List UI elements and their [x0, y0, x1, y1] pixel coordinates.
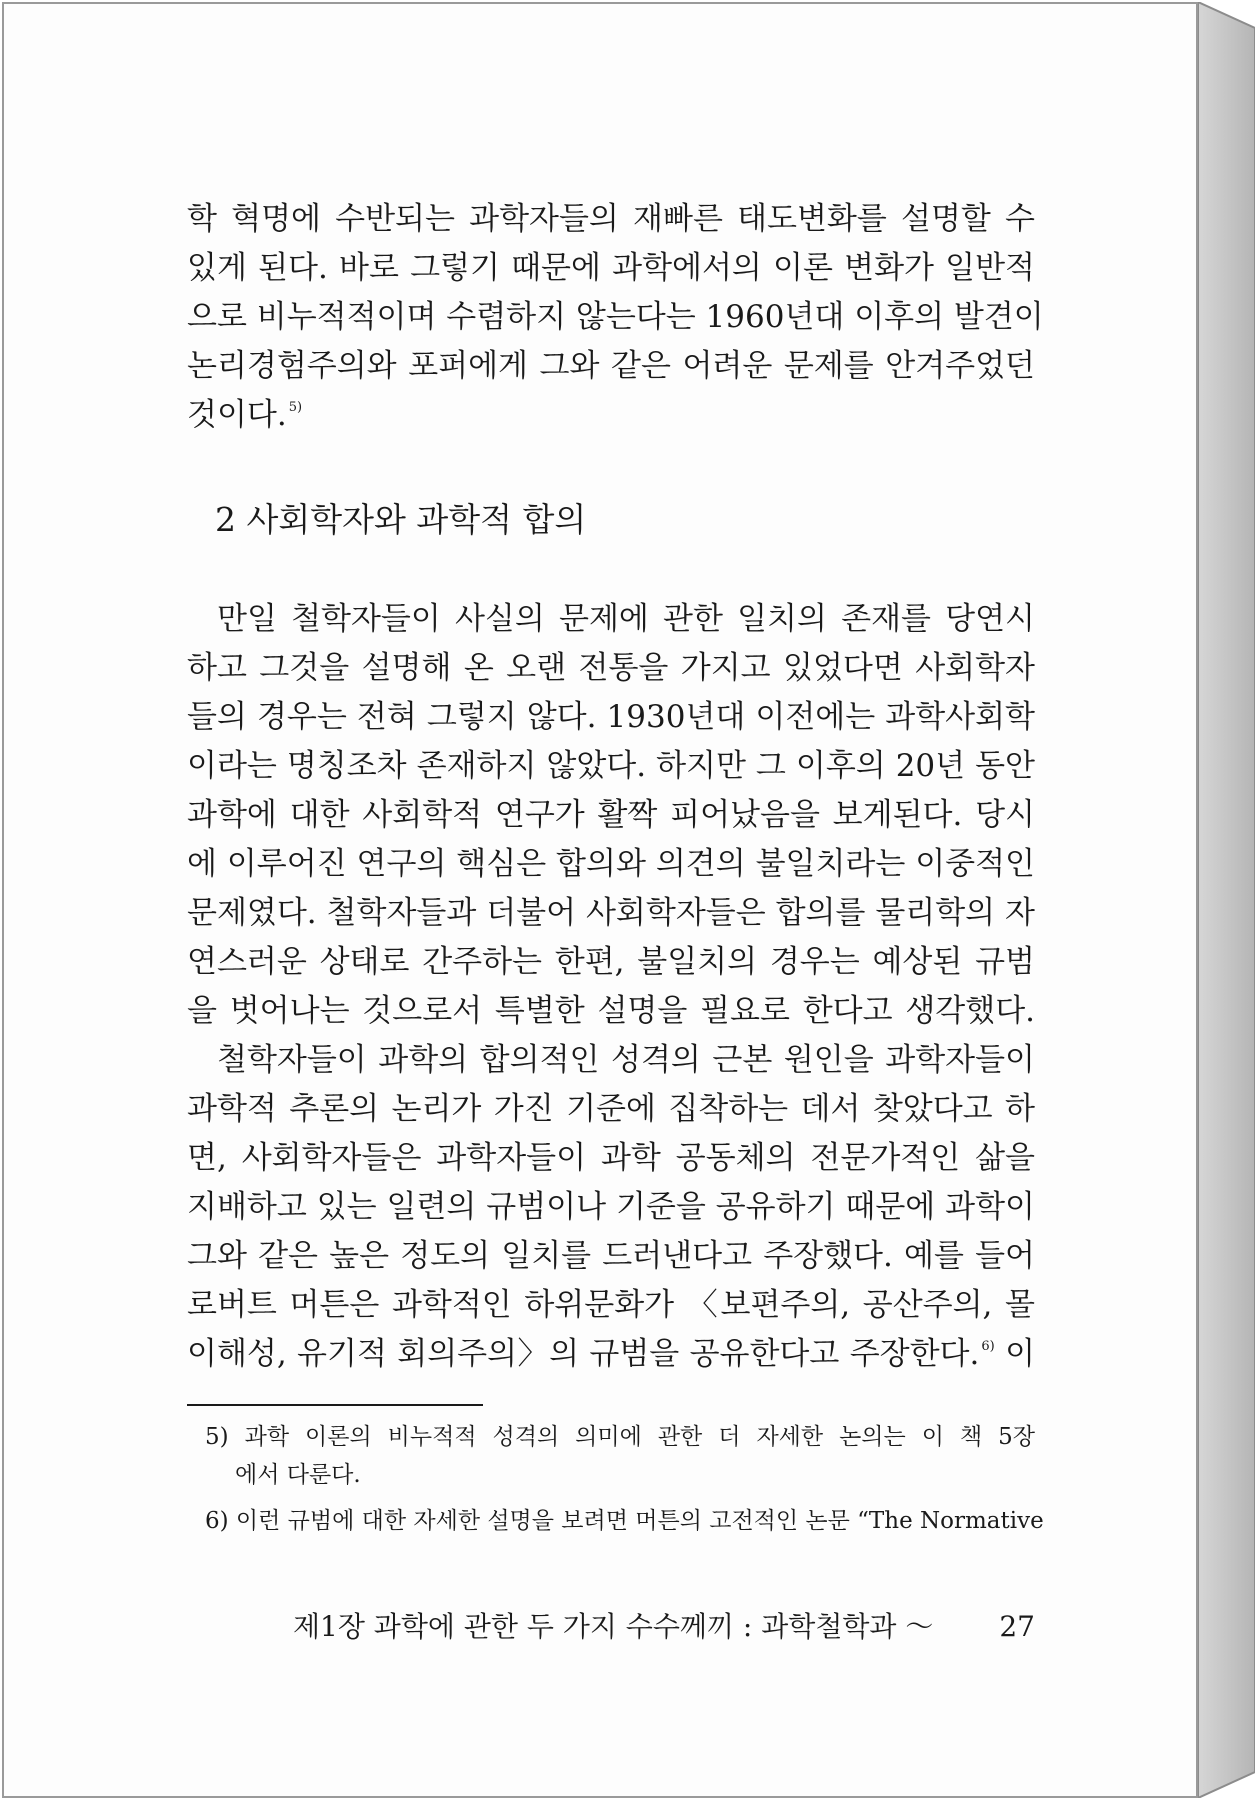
- footnote-5: 5) 과학 이론의 비누적적 성격의 의미에 관한 더 자세한 논의는 이 책 5장: [205, 1424, 1035, 1450]
- text-line: 그와 같은 높은 정도의 일치를 드러낸다고 주장했다. 예를 들어: [187, 1238, 1035, 1274]
- footnote-divider: [187, 1404, 483, 1406]
- text-line: 학 혁명에 수반되는 과학자들의 재빠른 태도변화를 설명할 수: [187, 201, 1035, 237]
- text-line: 만일 철학자들이 사실의 문제에 관한 일치의 존재를 당연시: [217, 601, 1035, 637]
- text-line: 면, 사회학자들은 과학자들이 과학 공동체의 전문가적인 삶을: [187, 1140, 1035, 1176]
- text-line: 으로 비누적적이며 수렴하지 않는다는 1960년대 이후의 발견이: [187, 299, 1044, 335]
- text-line: 논리경험주의와 포퍼에게 그와 같은 어려운 문제를 안겨주었던: [187, 348, 1035, 384]
- paragraph: [187, 1036, 1035, 1379]
- text-line: 과학에 대한 사회학적 연구가 활짝 피어났음을 보게된다. 당시: [187, 797, 1035, 833]
- text-line: 지배하고 있는 일련의 규범이나 기준을 공유하기 때문에 과학이: [187, 1189, 1035, 1225]
- text-line: 철학자들이 과학의 합의적인 성격의 근본 원인을 과학자들이: [217, 1042, 1035, 1078]
- text-line: 로버트 머튼은 과학적인 하위문화가 〈보편주의, 공산주의, 몰: [187, 1287, 1035, 1323]
- page-edge-shadow: [1198, 2, 1255, 1798]
- page-number: 27: [999, 1610, 1035, 1643]
- paragraph-continued: [187, 195, 1044, 440]
- section-heading: 2 사회학자와 과학적 합의: [215, 500, 587, 539]
- text-line: 에 이루어진 연구의 핵심은 합의와 의견의 불일치라는 이중적인: [187, 846, 1035, 882]
- text-line: 연스러운 상태로 간주하는 한편, 불일치의 경우는 예상된 규범: [187, 944, 1035, 980]
- text-line: 을 벗어나는 것으로서 특별한 설명을 필요로 한다고 생각했다.: [187, 993, 1035, 1029]
- footnote-reference: 5): [288, 400, 303, 415]
- text-span: 이해성, 유기적 회의주의〉의 규범을 공유한다고 주장한다.: [187, 1336, 980, 1372]
- text-line: 이라는 명칭조차 존재하지 않았다. 하지만 그 이후의 20년 동안: [187, 748, 1035, 784]
- text-line: 과학적 추론의 논리가 가진 기준에 집착하는 데서 찾았다고 하: [187, 1091, 1035, 1127]
- footnote-6: 6) 이런 규범에 대한 자세한 설명을 보려면 머튼의 고전적인 논문 “The Normative: [205, 1508, 1044, 1534]
- body-text: [187, 195, 1044, 1379]
- text-line: 문제였다. 철학자들과 더불어 사회학자들은 합의를 물리학의 자: [187, 895, 1035, 931]
- paragraph: [187, 595, 1035, 1036]
- text-line: 들의 경우는 전혀 그렇지 않다. 1930년대 이전에는 과학사회학: [187, 699, 1035, 735]
- footnote-5-continuation: 에서 다룬다.: [235, 1462, 361, 1488]
- running-title: 제1장 과학에 관한 두 가지 수수께끼 : 과학철학과 ～: [293, 1610, 934, 1643]
- text-line: [187, 391, 1035, 440]
- text-line: [187, 1330, 1035, 1379]
- running-footer: [293, 1607, 1035, 1647]
- text-line: 하고 그것을 설명해 온 오랜 전통을 가지고 있었다면 사회학자: [187, 650, 1035, 686]
- text-span: 이: [1005, 1336, 1036, 1372]
- text-span: 것이다.: [187, 397, 287, 433]
- footnotes: [205, 1418, 1044, 1540]
- text-line: 있게 된다. 바로 그렇기 때문에 과학에서의 이론 변화가 일반적: [187, 250, 1035, 286]
- footnote-reference: 6): [981, 1339, 995, 1354]
